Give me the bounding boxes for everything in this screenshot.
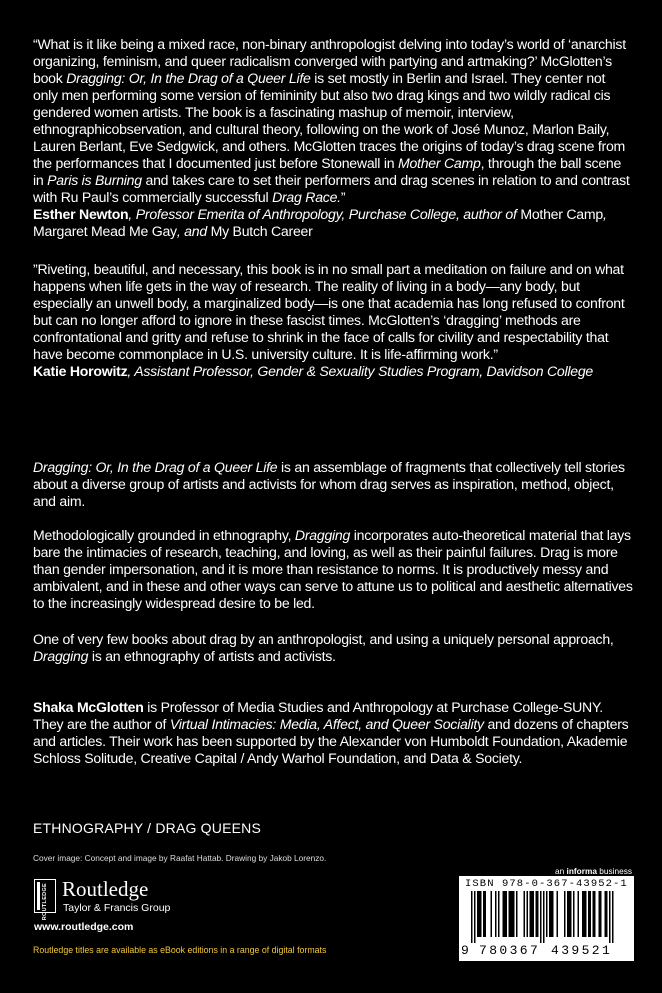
barcode-bar [573, 891, 575, 937]
endorsement-horowitz [33, 261, 633, 380]
barcode-bar [524, 891, 526, 937]
barcode-bar [530, 891, 532, 937]
barcode-bar [551, 891, 553, 937]
barcode-bar [567, 891, 569, 937]
barcode-guard-bar [540, 891, 542, 943]
description-paragraph-1: Dragging: Or, In the Drag of a Queer Life is an assemblage of fragments that collectively tell stories about a diverse group of artists and activists for whom drag serves as inspiration, method, object, and aim. [33, 459, 625, 509]
barcode-bar [512, 891, 514, 937]
isbn-label: ISBN 978-0-367-43952-1 [465, 878, 628, 890]
barcode-bar [594, 891, 596, 937]
barcode-bar [564, 891, 566, 937]
barcode-bars [471, 891, 623, 943]
endorsement-horowitz-quote: ”Riveting, beautiful, and necessary, this book is in no small part a meditation on failure and on what happens when life gets in the way of research. The reality of living in a body—any body, but especially an unwell body, a marginalized body—is one that academia has long refused to confront but can no longer afford to ignore in these fascist times. McGlotten’s ‘dragging’ methods are confrontational and gritty and refuse to shrink in the face of calls for civility and respectability that have become commonplace in U.S. university culture. It is life-affirming work.” [33, 261, 625, 362]
ebook-note: Routledge titles are available as eBook editions in a range of digital formats [33, 945, 327, 955]
description-paragraph-2: Methodologically grounded in ethnography, Dragging incorporates auto-theoretical material that lays bare the intimacies of research, teaching, and loving, as well as their painful failures. Drag is more than gender impersonation, and it is more than resistance to norms. It is productively messy and ambivalent, and in these and other ways can serve to attune us to political and aesthetic alternatives to the increasingly widespread desire to be led. [33, 527, 633, 611]
publisher-name: Routledge [62, 877, 149, 901]
barcode-bar [531, 891, 533, 937]
barcode-bar [536, 891, 538, 937]
barcode-bar [557, 891, 559, 937]
publisher-group: Taylor & Francis Group [63, 902, 171, 914]
barcode-bar [480, 891, 482, 937]
barcode-guard-bar [612, 891, 614, 943]
barcode-guard-bar [471, 891, 473, 943]
barcode-bar [599, 891, 601, 937]
barcode-right-group: 439521 [551, 943, 613, 958]
endorsement-newton-quote: “What is it like being a mixed race, non-binary anthropologist delving into today’s world of ‘anarchist organizing, feminism, and queer radicalism converged with partying and artmaking?’ McGlotten’s book Dragging: Or, In the Drag of a Queer Life is set mostly in Berlin and Israel. They center not only men performing some version of femininity but also two drag kings and two wildly radical cis gendered women artists. The book is a fascinating mashup of memoir, interview, ethnographicobservation, and cultural theory, following on the work of José Munoz, Marlon Baily, Lauren Berlant, Eve Sedgwick, and others. McGlotten traces the origins of today’s drag scene from the performances that I documented just before Stonewall in Mother Camp, through the ball scene in Paris is Burning and takes care to set their performers and drag scenes in relation to and contrast with Ru Paul’s commercially successful Drag Race.” [33, 36, 630, 205]
barcode-bar [593, 891, 595, 937]
routledge-logo [34, 877, 204, 921]
isbn-barcode [459, 876, 634, 961]
barcode-bar [513, 891, 515, 937]
barcode-first-digit: 9 [461, 943, 470, 958]
barcode-bar [510, 891, 512, 937]
barcode-bar [549, 891, 551, 937]
barcode-bar [588, 891, 590, 937]
barcode-bar [491, 891, 493, 937]
barcode-bar [590, 891, 592, 937]
endorsement-horowitz-attribution: Katie Horowitz, Assistant Professor, Gender & Sexuality Studies Program, Davidson College [33, 363, 594, 379]
description-paragraph-3: One of very few books about drag by an anthropologist, and using a uniquely personal approach, Dragging is an ethnography of artists and activists. [33, 631, 614, 664]
barcode-bar [516, 891, 518, 937]
barcode-guard-bar [609, 891, 611, 943]
barcode-bar [533, 891, 535, 937]
barcode-bar [527, 891, 529, 937]
barcode-bar [477, 891, 479, 937]
subject-category: ETHNOGRAPHY / DRAG QUEENS [33, 820, 262, 836]
barcode-bar [495, 891, 497, 937]
barcode-bar [569, 891, 571, 937]
barcode-bar [546, 891, 548, 937]
barcode-bar [582, 891, 584, 937]
barcode-bar [552, 891, 554, 937]
barcode-bar [537, 891, 539, 937]
logo-vertical-text: ROUTLEDGE [42, 883, 48, 921]
barcode-left-group: 780367 [479, 943, 541, 958]
barcode-bar [483, 891, 485, 937]
barcode-bar [509, 891, 511, 937]
barcode-bar [498, 891, 500, 937]
barcode-bar [605, 891, 607, 937]
endorsement-newton [33, 36, 633, 240]
cover-credit: Cover image: Concept and image by Raafat Hattab. Drawing by Jakob Lorenzo. [33, 853, 327, 863]
barcode-bar [584, 891, 586, 937]
publisher-url: www.routledge.com [34, 921, 134, 933]
barcode-bar [585, 891, 587, 937]
barcode-bar [485, 891, 487, 937]
barcode-bar [506, 891, 508, 937]
barcode-bar [570, 891, 572, 937]
author-bio: Shaka McGlotten is Professor of Media Studies and Anthropology at Purchase College-SUNY. They are the author of Virtual Intimacies: Media, Affect, and Queer Sociality and dozens of chapters and articles. Their work has been supported by the Alexander von Humboldt Foundation, Akademie Schloss Solitude, Creative Capital / Andy Warhol Foundation, and Data & Society. [33, 699, 629, 766]
barcode-bar [606, 891, 608, 937]
routledge-mark-icon [34, 879, 56, 921]
barcode-guard-bar [543, 891, 545, 943]
informa-tagline: an informa business [555, 866, 633, 876]
barcode-bar [479, 891, 481, 937]
barcode-bar [600, 891, 602, 937]
barcode-guard-bar [474, 891, 476, 943]
barcode-bar [578, 891, 580, 937]
barcode-bar [504, 891, 506, 937]
endorsement-newton-attribution: Esther Newton, Professor Emerita of Anthropology, Purchase College, author of Mother Camp, Margaret Mead Me Gay, and My Butch Career [33, 206, 607, 239]
barcode-bar [503, 891, 505, 937]
